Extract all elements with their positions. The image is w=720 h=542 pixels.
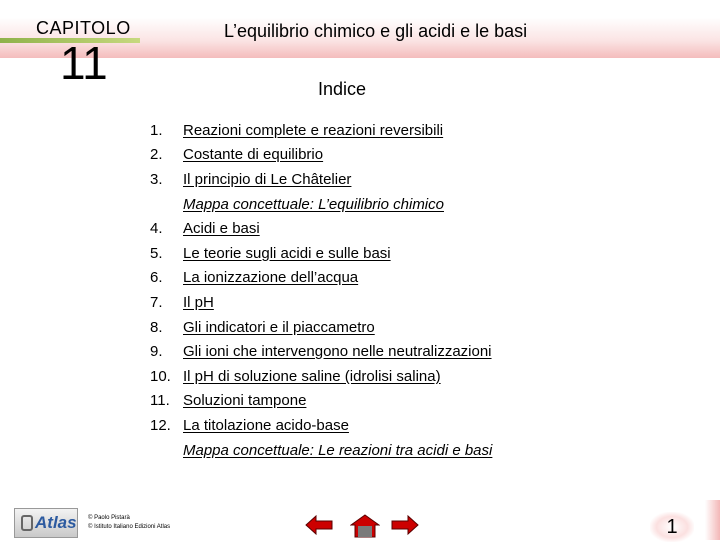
toc-item-link[interactable]: Gli ioni che intervengono nelle neutralizzazioni [183, 343, 492, 361]
next-slide-button[interactable] [390, 514, 420, 540]
atlas-logo-text: Atlas [35, 513, 77, 532]
copyright-author: © Paolo Pistarà [88, 515, 130, 521]
toc-item-number: 1. [150, 121, 163, 139]
document-title: L’equilibrio chimico e gli acidi e le basi [224, 21, 528, 41]
toc-item[interactable] [150, 118, 492, 143]
toc-item-number: 3. [150, 170, 163, 188]
toc-item-link[interactable]: Il pH [183, 293, 214, 311]
toc-item-number: 7. [150, 293, 163, 311]
toc-concept-map-link[interactable]: Mappa concettuale: Le reazioni tra acidi e basi [183, 441, 493, 459]
section-title: Indice [318, 79, 367, 99]
toc-item-number: 8. [150, 318, 163, 336]
copyright-publisher: © Istituto Italiano Edizioni Atlas [88, 524, 171, 530]
toc-item-link[interactable]: Acidi e basi [183, 220, 260, 238]
toc-item-link[interactable]: Le teorie sugli acidi e sulle basi [183, 244, 391, 262]
toc-item-link[interactable]: La titolazione acido-base [183, 416, 349, 434]
chapter-number: 11 [60, 37, 108, 89]
toc-item[interactable] [150, 266, 492, 291]
toc-item[interactable] [150, 438, 492, 463]
toc-item[interactable] [150, 339, 492, 364]
toc-item-link[interactable]: Soluzioni tampone [183, 392, 307, 410]
page-number: 1 [650, 512, 694, 542]
toc-item[interactable] [150, 413, 492, 438]
arrow-left-icon [304, 514, 334, 536]
toc-item-number: 10. [150, 367, 171, 385]
toc-item[interactable] [150, 192, 492, 217]
toc-item-link[interactable]: La ionizzazione dell’acqua [183, 269, 359, 287]
toc-item[interactable] [150, 364, 492, 389]
toc-item-link[interactable]: Gli indicatori e il piaccametro [183, 318, 375, 336]
home-icon [350, 514, 380, 538]
toc-concept-map-link[interactable]: Mappa concettuale: L’equilibrio chimico [183, 195, 444, 213]
atlas-logo [14, 508, 78, 538]
toc-item-number: 6. [150, 269, 163, 287]
atlas-logo-mark-icon [21, 515, 33, 531]
previous-slide-button[interactable] [304, 514, 334, 540]
toc-item-number: 5. [150, 244, 163, 262]
toc-item[interactable] [150, 290, 492, 315]
toc-item[interactable] [150, 315, 492, 340]
table-of-contents [150, 118, 492, 462]
toc-item-number: 2. [150, 146, 163, 164]
page-corner-decoration [705, 500, 720, 540]
toc-item-link[interactable]: Costante di equilibrio [183, 146, 324, 164]
toc-item[interactable] [150, 167, 492, 192]
toc-item[interactable] [150, 216, 492, 241]
toc-item-link[interactable]: Il pH di soluzione saline (idrolisi salina) [183, 367, 441, 385]
toc-item[interactable] [150, 241, 492, 266]
toc-item-number: 12. [150, 416, 171, 434]
home-button[interactable] [350, 514, 380, 540]
toc-item-number: 9. [150, 343, 163, 361]
toc-item-number: 4. [150, 220, 163, 238]
toc-item-link[interactable]: Reazioni complete e reazioni reversibili [183, 121, 444, 139]
toc-item[interactable] [150, 389, 492, 414]
copyright-notice [88, 514, 170, 532]
toc-item-number: 11. [150, 392, 170, 410]
chapter-label: CAPITOLO [36, 18, 131, 38]
arrow-right-icon [390, 514, 420, 536]
toc-item-link[interactable]: Il principio di Le Châtelier [183, 170, 352, 188]
toc-item[interactable] [150, 143, 492, 168]
